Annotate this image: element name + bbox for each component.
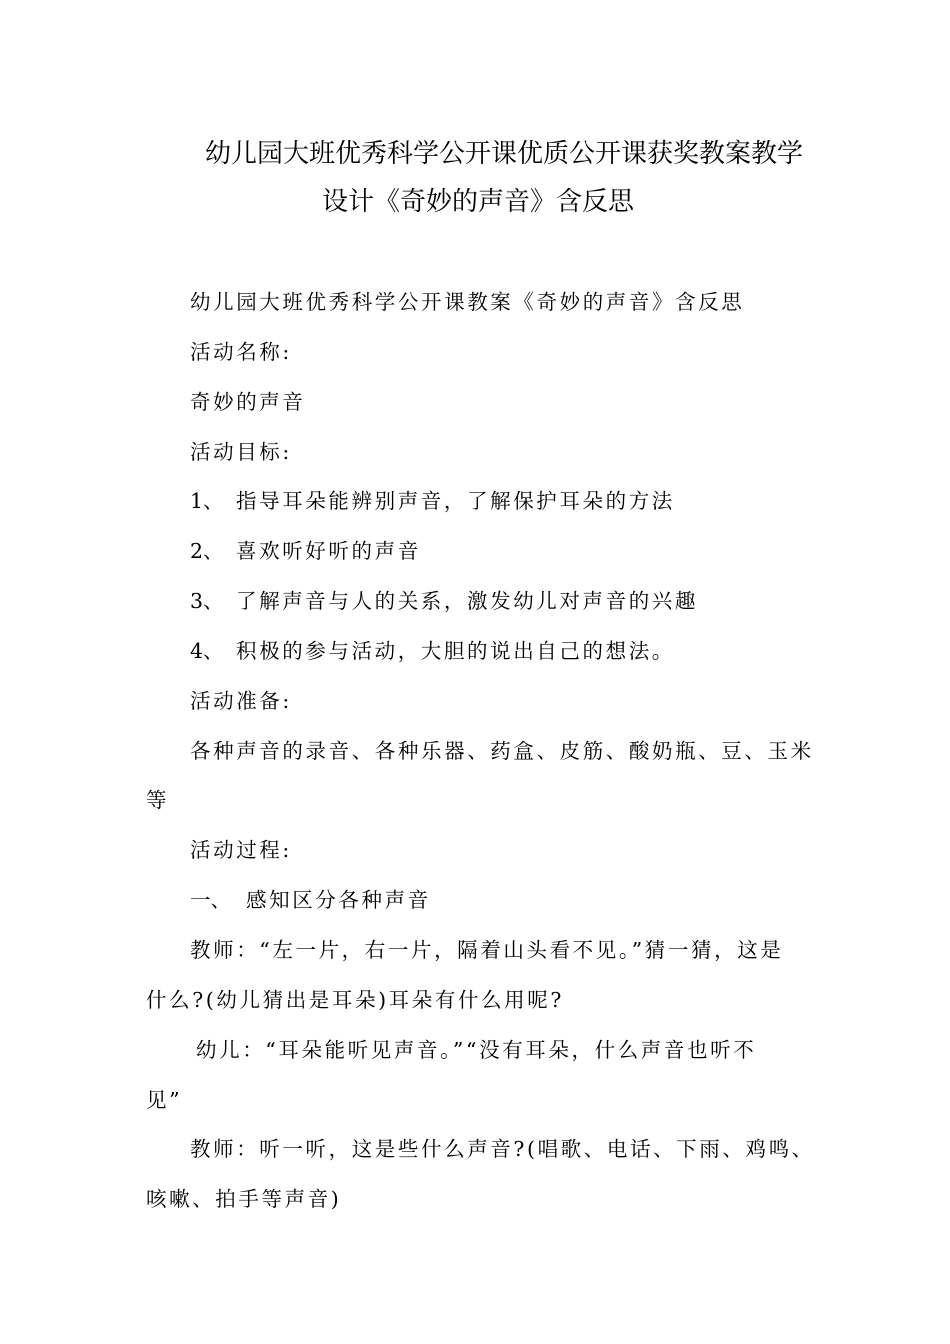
paragraph-1-line-2: 什么?(幼儿猜出是耳朵)耳朵有什么用呢? xyxy=(146,988,564,1012)
paragraph-2-line-2: 见” xyxy=(146,1088,183,1112)
goal-item-2 xyxy=(190,536,421,566)
goal-text: 了解声音与人的关系，激发幼儿对声音的兴趣 xyxy=(236,589,698,613)
paragraph-3-line-2: 咳嗽、拍手等声音) xyxy=(146,1187,342,1211)
goal-number: 4、 xyxy=(190,639,224,663)
activity-process-label: 活动过程: xyxy=(190,838,292,862)
goal-number: 1、 xyxy=(190,489,224,513)
goal-number: 2、 xyxy=(190,539,224,563)
activity-prep-line-1: 各种声音的录音、各种乐器、药盒、皮筋、酸奶瓶、豆、玉米 xyxy=(190,739,814,763)
activity-name-value: 奇妙的声音 xyxy=(190,390,306,414)
goal-text: 指导耳朵能辨别声音，了解保护耳朵的方法 xyxy=(236,489,675,513)
goal-item-3 xyxy=(190,586,698,616)
paragraph-3-line-1: 教师：听一听，这是些什么声音?(唱歌、电话、下雨、鸡鸣、 xyxy=(190,1137,815,1161)
activity-name-label: 活动名称: xyxy=(190,340,292,364)
paragraph-2-line-1: 幼儿：“耳朵能听见声音。”“没有耳朵，什么声音也听不 xyxy=(196,1038,757,1062)
activity-prep-label: 活动准备: xyxy=(190,689,292,713)
section-number: 一、 xyxy=(190,888,231,912)
section-heading-1 xyxy=(190,885,431,915)
goal-item-1 xyxy=(190,486,675,516)
goal-number: 3、 xyxy=(190,589,224,613)
section-text: 感知区分各种声音 xyxy=(246,888,431,912)
paragraph-1-line-1: 教师：“左一片，右一片，隔着山头看不见。”猜一猜，这是 xyxy=(190,938,784,962)
goal-item-4 xyxy=(190,636,675,666)
document-title-line-2: 设计《奇妙的声音》含反思 xyxy=(322,187,635,217)
subtitle: 幼儿园大班优秀科学公开课教案《奇妙的声音》含反思 xyxy=(190,290,745,314)
goal-text: 喜欢听好听的声音 xyxy=(236,539,421,563)
goal-text: 积极的参与活动，大胆的说出自己的想法。 xyxy=(236,639,675,663)
activity-goals-label: 活动目标: xyxy=(190,440,292,464)
activity-prep-line-2: 等 xyxy=(146,788,170,812)
document-title-line-1: 幼儿园大班优秀科学公开课优质公开课获奖教案教学 xyxy=(205,139,804,169)
